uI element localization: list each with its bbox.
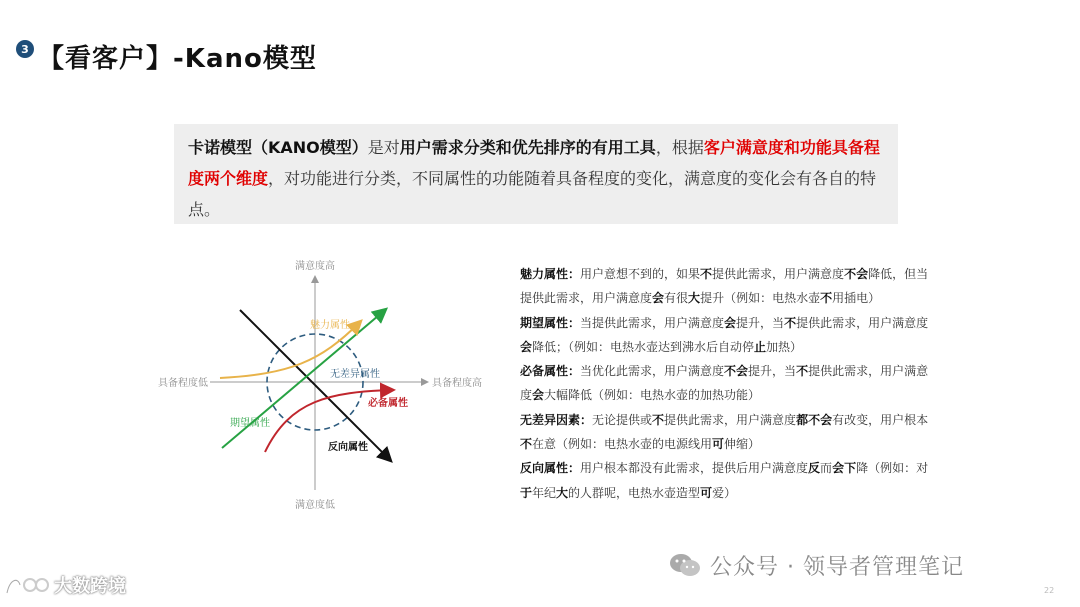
attractive-label: 魅力属性	[310, 320, 350, 331]
page-number: 22	[1044, 586, 1055, 595]
y-bottom-label: 满意度低	[295, 500, 335, 511]
intro-emphasis: 用户需求分类和优先排序的有用工具	[399, 138, 656, 157]
kano-diagram	[130, 250, 510, 525]
attribute-desc: 反	[808, 461, 821, 476]
attribute-desc: 会	[520, 339, 533, 354]
attribute-desc: 提升，当	[748, 364, 797, 379]
attribute-name: 必备属性：	[520, 364, 581, 379]
attribute-desc: 加热）	[766, 339, 803, 354]
attribute-list	[520, 262, 940, 505]
attribute-desc: 爱）	[712, 485, 737, 500]
attribute-desc: 降低，但当提供此需求，用户满意度	[520, 267, 929, 306]
attribute-desc: 可	[700, 485, 713, 500]
attribute-desc: 在意（例如：电热水壶的电源线用	[532, 437, 713, 452]
attribute-desc: 不	[796, 364, 809, 379]
attribute-name: 反向属性：	[520, 461, 581, 476]
expected-label: 期望属性	[230, 418, 270, 429]
attribute-name: 期望属性：	[520, 315, 581, 330]
section-number-badge: 3	[16, 40, 34, 58]
attribute-desc: 可	[712, 437, 725, 452]
attribute-desc: 有改变，用户根本	[832, 412, 929, 427]
x-left-label: 具备程度低	[158, 378, 208, 389]
attribute-desc: 无论提供或	[592, 412, 653, 427]
attribute-desc: 伸缩）	[724, 437, 761, 452]
attribute-desc: 不	[652, 412, 665, 427]
attribute-desc: 大幅降低（例如：电热水壶的加热功能）	[544, 388, 761, 403]
slide-title: 【看客户】-Kano模型	[38, 43, 317, 74]
indifferent-label: 无差异属性	[330, 369, 380, 380]
attribute-desc: 会	[652, 291, 665, 306]
attribute-desc: 而	[820, 461, 833, 476]
attribute-desc: 止	[754, 339, 767, 354]
attribute-desc: 大	[688, 291, 701, 306]
attribute-item	[520, 456, 940, 505]
y-top-label: 满意度高	[295, 261, 335, 272]
attribute-desc: 不	[784, 315, 797, 330]
reverse-label: 反向属性	[328, 442, 368, 453]
attribute-item	[520, 408, 940, 457]
attribute-desc: 提供此需求，用户满意度	[664, 412, 797, 427]
brand-logo-icon	[4, 573, 50, 597]
attribute-desc: 当优化此需求，用户满意度	[580, 364, 725, 379]
attribute-desc: 提升（例如：电热水壶	[700, 291, 821, 306]
attribute-desc: 提供此需求，用户满意度	[712, 267, 845, 281]
attribute-desc: 的人群呢，电热水壶造型	[568, 485, 701, 500]
kano-diagram-svg	[130, 250, 510, 525]
intro-text: ，对功能进行分类，不同属性的功能随着具备程度的变化，满意度的变化会有各自的特点。	[188, 169, 877, 219]
intro-text: 是对	[367, 138, 400, 157]
watermark-text: 公众号 · 领导者管理笔记	[710, 554, 964, 580]
intro-red-emphasis: 客户满意度和功能具备程度两个维度	[188, 138, 880, 188]
attribute-item	[520, 262, 940, 311]
attribute-desc: 不	[520, 437, 533, 452]
attribute-desc: 于	[520, 485, 533, 500]
attribute-desc: 会	[724, 315, 737, 330]
attribute-desc: 用户根本都没有此需求，提供后用户满意度	[580, 461, 809, 476]
attribute-desc: 用户意想不到的，如果	[580, 267, 701, 281]
intro-term: 卡诺模型（KANO模型）	[188, 138, 368, 157]
attribute-desc: 会下	[832, 461, 857, 476]
attribute-desc: 都不会	[796, 412, 833, 427]
attribute-desc: 大	[556, 485, 569, 500]
slide-title-bar	[16, 36, 317, 76]
attribute-desc: 降（例如：对	[856, 461, 929, 476]
attribute-desc: 不会	[844, 267, 869, 281]
intro-text: ，根据	[655, 138, 704, 157]
attribute-desc: 不	[700, 267, 713, 281]
wechat-icon	[668, 551, 702, 579]
attribute-desc: 用插电）	[832, 291, 881, 306]
brand-logo	[4, 572, 126, 598]
attribute-desc: 不	[820, 291, 833, 306]
attribute-desc: 提供此需求，用户满意度	[796, 315, 929, 330]
brand-logo-text: 大数跨境	[54, 576, 126, 597]
attribute-desc: 提升，当	[736, 315, 785, 330]
attribute-desc: 会	[532, 388, 545, 403]
x-right-label: 具备程度高	[432, 378, 482, 389]
watermark	[668, 548, 964, 582]
attribute-item	[520, 359, 940, 408]
attribute-name: 无差异因素：	[520, 412, 593, 427]
attribute-desc: 当提供此需求，用户满意度	[580, 315, 725, 330]
attribute-desc: 不会	[724, 364, 749, 379]
attribute-desc: 有很	[664, 291, 689, 306]
attribute-desc: 提供此需求，用户满意度	[520, 364, 929, 403]
must-be-label: 必备属性	[368, 398, 408, 409]
attribute-desc: 年纪	[532, 485, 557, 500]
attribute-name: 魅力属性：	[520, 267, 581, 281]
intro-box	[174, 124, 898, 224]
attribute-item	[520, 311, 940, 360]
attribute-desc: 降低；（例如：电热水壶达到沸水后自动停	[532, 339, 755, 354]
